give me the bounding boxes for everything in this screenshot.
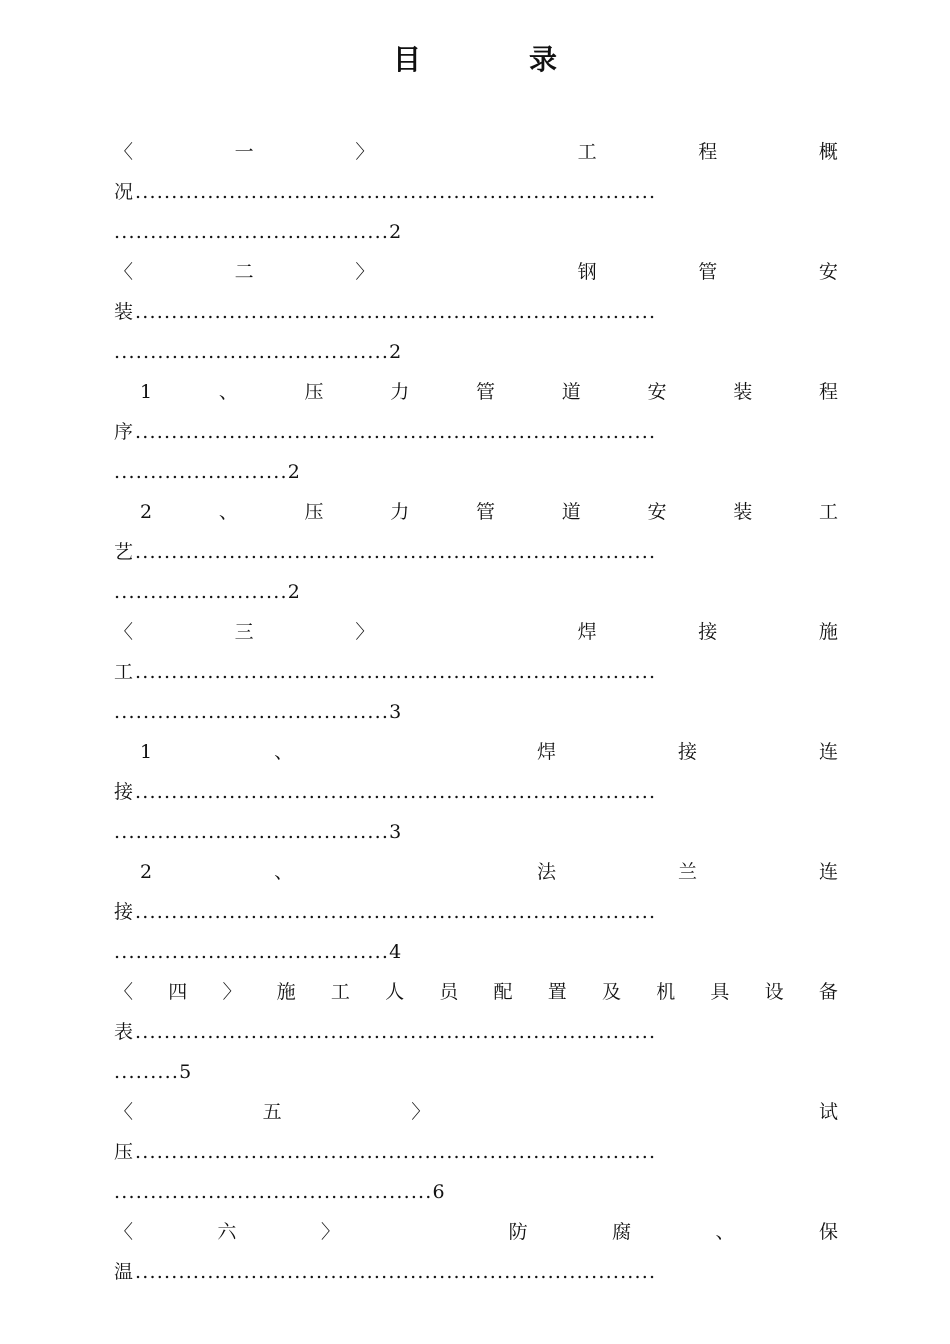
heading-char: 施 [818,621,838,643]
heading-char: 2 [140,501,153,523]
heading-tail: 工 [114,661,134,683]
toc-leader-line [114,412,838,452]
heading-char: 道 [561,501,581,523]
heading-char: 接 [698,621,718,643]
heading-char: 工 [330,981,350,1003]
heading-char: 〉 [411,1101,431,1123]
toc-page-line [114,572,838,612]
dot-leader: ........................................................................ [135,1261,657,1283]
toc-leader-line [114,652,838,692]
page-number: 2 [389,341,403,363]
toc-heading-line [114,372,838,412]
heading-char: 设 [764,981,784,1003]
dot-leader: ...................................... [114,701,390,723]
heading-char: 〈 [114,981,134,1003]
dot-leader: ...................................... [114,941,390,963]
heading-char: 道 [561,381,581,403]
toc-entry[interactable] [114,612,838,732]
heading-tail: 温 [114,1261,134,1283]
toc-entry[interactable] [114,372,838,492]
heading-char: 焊 [577,621,597,643]
toc-page-line [114,212,838,252]
heading-char: 〈 [114,261,134,283]
heading-char: 概 [818,141,838,163]
heading-tail: 接 [114,781,134,803]
heading-char: 〈 [114,1221,134,1243]
heading-char: 人 [385,981,405,1003]
dot-leader: ............................................ [114,1181,433,1203]
heading-char: 试 [818,1101,838,1123]
heading-char: 焊 [537,741,557,763]
heading-tail: 艺 [114,541,134,563]
toc-leader-line [114,532,838,572]
toc-page-line [114,452,838,492]
dot-leader: ...................................... [114,341,390,363]
toc-leader-line [114,892,838,932]
page-number: 2 [287,581,302,603]
toc-entry[interactable] [114,732,838,852]
page-number: 2 [389,221,403,243]
toc-leader-line [114,172,838,212]
toc-heading-line [114,492,838,532]
heading-char: 压 [304,501,324,523]
heading-char: 1 [140,741,153,763]
toc-page-line [114,692,838,732]
heading-char: 〉 [222,981,242,1003]
dot-leader: ...................................... [114,221,390,243]
toc-heading-line [114,1092,838,1132]
heading-char: 〉 [320,1221,340,1243]
heading-tail: 压 [114,1141,134,1163]
heading-char: 1 [140,381,153,403]
toc-page-line [114,1172,838,1212]
heading-tail: 表 [114,1021,134,1043]
heading-char: 、 [218,381,238,403]
toc-leader-line [114,1252,838,1292]
toc-entry[interactable] [114,1212,838,1292]
toc-page-line [114,1052,838,1092]
toc-leader-line [114,772,838,812]
heading-char: 装 [733,501,753,523]
heading-char: 〉 [355,261,375,283]
toc-heading-line [114,132,838,172]
heading-char: 腐 [612,1221,632,1243]
toc-page-line [114,812,838,852]
toc-entry[interactable] [114,1092,838,1212]
dot-leader: ........................................................................ [135,781,657,803]
page-number: 3 [389,701,403,723]
heading-char: 〈 [114,141,134,163]
page-number: 2 [287,461,302,483]
page-number: 6 [432,1181,446,1203]
heading-char: 程 [818,381,838,403]
heading-char: 六 [217,1221,237,1243]
heading-char: 机 [656,981,676,1003]
heading-char: 置 [547,981,567,1003]
heading-char: 工 [818,501,838,523]
heading-char: 压 [304,381,324,403]
heading-char: 配 [493,981,513,1003]
toc-entry[interactable] [114,132,838,252]
heading-char: 接 [678,741,698,763]
heading-char: 力 [390,501,410,523]
heading-char: 〈 [114,1101,134,1123]
toc-page-line [114,932,838,972]
dot-leader: ........................................................................ [135,181,657,203]
toc-entry[interactable] [114,492,838,612]
heading-char: 法 [537,861,557,883]
toc-leader-line [114,1132,838,1172]
toc-leader-line [114,1012,838,1052]
heading-char: 安 [818,261,838,283]
heading-char: 员 [439,981,459,1003]
dot-leader: ........................ [114,461,288,483]
dot-leader: ........................................................................ [135,901,657,923]
dot-leader: ......... [114,1061,180,1083]
page-number: 3 [389,821,403,843]
heading-char: 连 [818,741,838,763]
toc-heading-line [114,612,838,652]
heading-char: 装 [733,381,753,403]
heading-char: 钢 [577,261,597,283]
dot-leader: ........................................................................ [135,301,657,323]
page-title: 目 录 [392,43,597,76]
heading-char: 管 [476,381,496,403]
toc-heading-line [114,972,838,1012]
heading-char: 具 [710,981,730,1003]
toc-heading-line [114,852,838,892]
heading-char: 程 [698,141,718,163]
page-number: 4 [389,941,403,963]
heading-tail: 况 [114,181,134,203]
heading-tail: 接 [114,901,134,923]
dot-leader: ...................................... [114,821,390,843]
heading-char: 2 [140,861,153,883]
dot-leader: ........................................................................ [135,661,657,683]
heading-char: 施 [276,981,296,1003]
heading-char: 〉 [355,621,375,643]
heading-char: 连 [818,861,838,883]
heading-char: 及 [601,981,621,1003]
toc-page-line [114,332,838,372]
heading-char: 管 [698,261,718,283]
heading-tail: 装 [114,301,134,323]
toc-heading-line [114,1212,838,1252]
heading-char: 一 [234,141,254,163]
page-number: 5 [179,1061,193,1083]
heading-char: 、 [274,861,294,883]
toc-heading-line [114,252,838,292]
heading-char: 五 [262,1101,282,1123]
toc-entry[interactable] [114,252,838,372]
heading-char: 二 [234,261,254,283]
heading-char: 、 [274,741,294,763]
heading-char: 三 [234,621,254,643]
heading-char: 管 [476,501,496,523]
dot-leader: ........................................................................ [135,541,657,563]
toc-heading-line [114,732,838,772]
heading-char: 〉 [355,141,375,163]
dot-leader: ........................................................................ [135,421,657,443]
heading-char: 兰 [678,861,698,883]
toc-entry[interactable] [114,972,838,1092]
table-of-contents [114,132,838,1292]
dot-leader: ........................ [114,581,288,603]
heading-char: 四 [168,981,188,1003]
heading-char: 安 [647,501,667,523]
dot-leader: ........................................................................ [135,1141,657,1163]
heading-char: 防 [508,1221,528,1243]
heading-char: 备 [818,981,838,1003]
toc-leader-line [114,292,838,332]
heading-char: 保 [818,1221,838,1243]
heading-char: 工 [577,141,597,163]
heading-tail: 序 [114,421,134,443]
toc-entry[interactable] [114,852,838,972]
heading-char: 、 [715,1221,735,1243]
heading-char: 、 [218,501,238,523]
heading-char: 安 [647,381,667,403]
heading-char: 力 [390,381,410,403]
dot-leader: ........................................................................ [135,1021,657,1043]
heading-char: 〈 [114,621,134,643]
